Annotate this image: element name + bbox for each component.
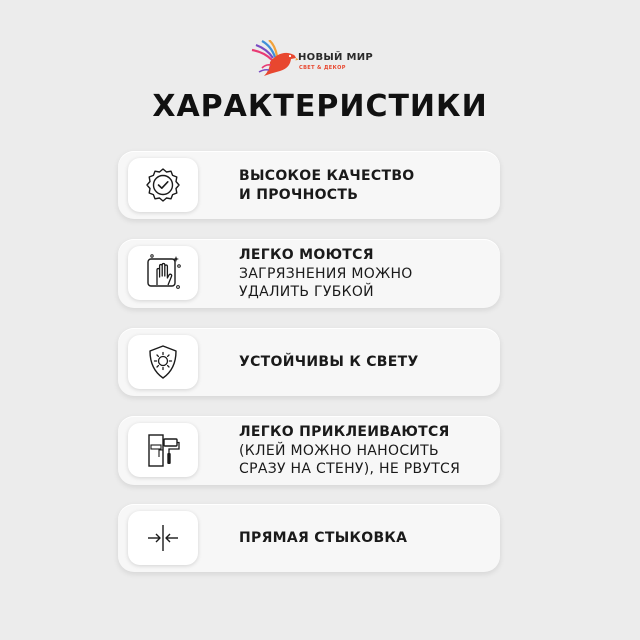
- feature-icon-box: [128, 335, 198, 389]
- washing-hand-icon: [143, 253, 183, 293]
- brand-tagline: СВЕТ & ДЕКОР: [299, 65, 346, 71]
- feature-text: [239, 353, 419, 372]
- brand-name: НОВЫЙ МИР: [298, 52, 374, 63]
- brand-logo: [250, 40, 380, 80]
- feature-text: [239, 423, 460, 479]
- feature-title-line: ЛЕГКО ПРИКЛЕИВАЮТСЯ: [239, 424, 450, 440]
- feature-card-butt-joint: [118, 504, 500, 572]
- feature-desc-line: ЗАГРЯЗНЕНИЯ МОЖНО: [239, 265, 413, 282]
- feature-title-line: ЛЕГКО МОЮТСЯ: [239, 247, 374, 263]
- feature-text: [239, 246, 413, 302]
- feature-icon-box: [128, 246, 198, 300]
- feature-card-lightfast: [118, 328, 500, 396]
- feature-desc-line: УДАЛИТЬ ГУБКОЙ: [239, 284, 374, 300]
- feature-title-line: ВЫСОКОЕ КАЧЕСТВО: [239, 168, 415, 184]
- feature-text: [239, 529, 407, 548]
- feature-title-line: УСТОЙЧИВЫ К СВЕТУ: [239, 354, 419, 370]
- feature-desc-line: СРАЗУ НА СТЕНУ), НЕ РВУТСЯ: [239, 461, 461, 477]
- feature-desc-line: (КЛЕЙ МОЖНО НАНОСИТЬ: [239, 442, 439, 459]
- feature-icon-box: [128, 158, 198, 212]
- paint-roller-icon: [143, 430, 183, 470]
- feature-icon-box: [128, 423, 198, 477]
- quality-badge-icon: [143, 165, 183, 205]
- feature-icon-box: [128, 511, 198, 565]
- page-title: ХАРАКТЕРИСТИКИ: [152, 89, 488, 124]
- butt-joint-icon: [143, 518, 183, 558]
- feature-text: [239, 167, 415, 204]
- feature-title-line: ПРЯМАЯ СТЫКОВКА: [239, 530, 408, 546]
- feature-card-quality: [118, 151, 500, 219]
- feature-card-washable: [118, 239, 500, 308]
- sun-shield-icon: [143, 342, 183, 382]
- feature-card-easy-glue: [118, 416, 500, 485]
- bird-logo-icon: [250, 40, 298, 80]
- feature-title-line: И ПРОЧНОСТЬ: [239, 186, 359, 203]
